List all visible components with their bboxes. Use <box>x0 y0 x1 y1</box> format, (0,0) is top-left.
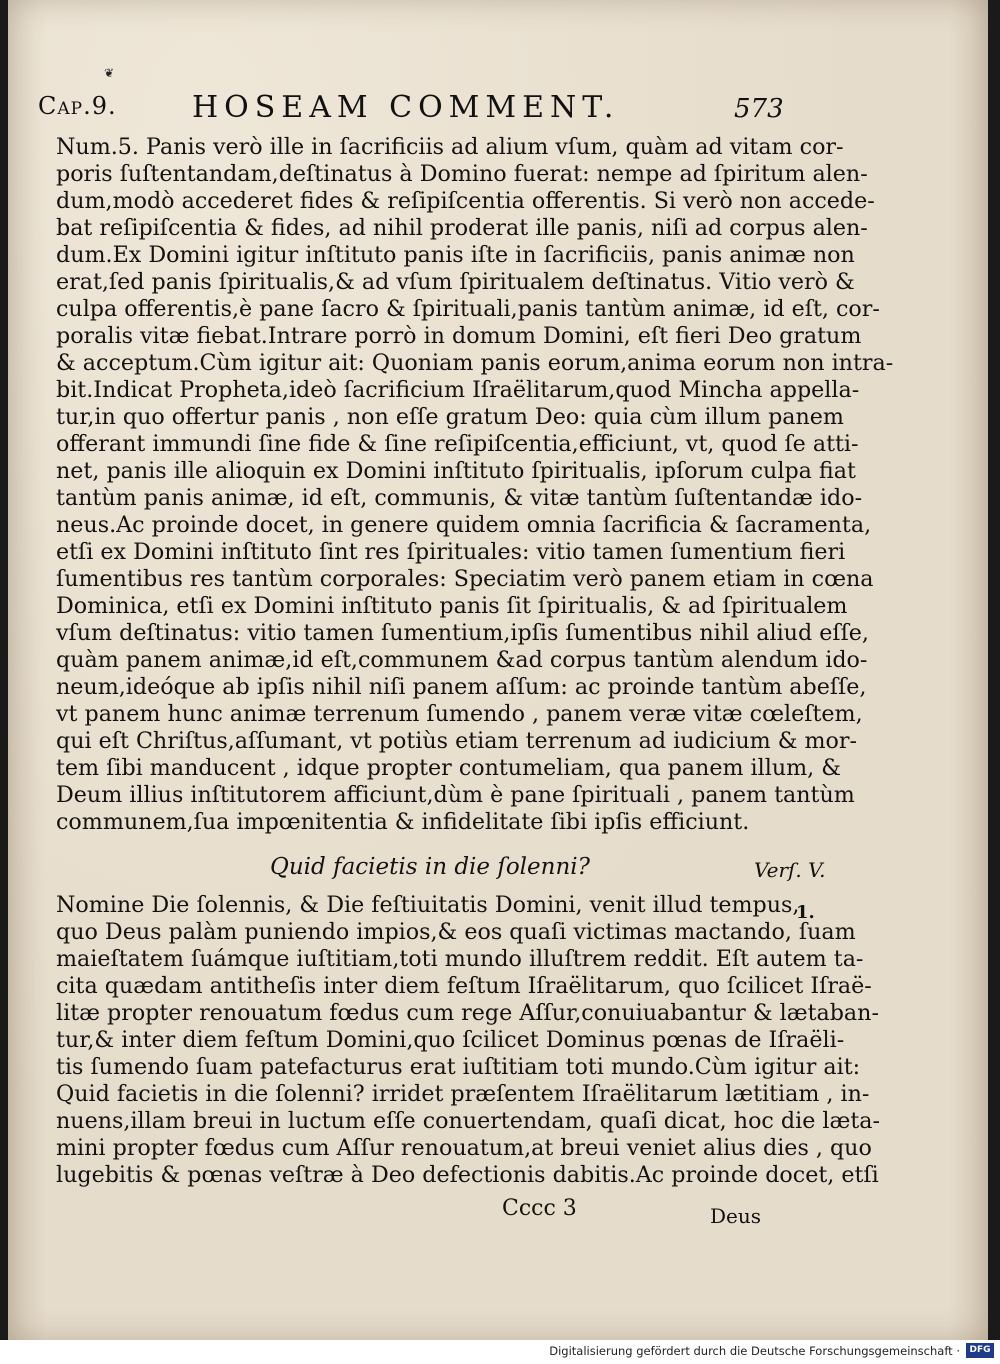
text-line: Nomine Die ſolennis, & Die feſtiuitatis Domini, venit illud tempus, <box>56 892 800 918</box>
text-line: Num.5. Panis verò ille in ſacrificiis ad alium vſum, quàm ad vitam cor- <box>56 134 844 160</box>
text-line: tur,in quo offertur panis , non eſſe gratum Deo: quia cùm illum panem <box>56 404 844 430</box>
digitization-footer <box>0 1340 1000 1364</box>
section-heading: Quid facietis in die ſolenni? <box>270 854 590 880</box>
text-line: poris ſuſtentandam,deſtinatus à Domino fuerat: nempe ad ſpiritum alen- <box>56 161 868 187</box>
text-line: neum,ideóque ab ipſis nihil niſi panem aſſum: ac proinde tantùm abeſſe, <box>56 674 867 700</box>
text-line: bat reſipiſcentia & fides, ad nihil proderat ille panis, niſi ad corpus alen- <box>56 215 868 241</box>
page-number: 573 <box>734 94 784 124</box>
text-line: quo Deus palàm puniendo impios,& eos quaſi victimas mactando, ſuam <box>56 919 856 945</box>
text-line: erat,ſed panis ſpiritualis,& ad vſum ſpiritualem deſtinatus. Vitio verò & <box>56 269 855 295</box>
text-line: poralis vitæ fiebat.Intrare porrò in domum Domini, eſt fieri Deo gratum <box>56 323 862 349</box>
text-line: vt panem hunc animæ terrenum ſumendo , panem veræ vitæ cœleſtem, <box>56 701 863 727</box>
text-line: lugebitis & pœnas veſtræ à Deo defectionis dabitis.Ac proinde docet, etſi <box>56 1162 879 1188</box>
text-line: maieſtatem ſuámque iuſtitiam,toti mundo illuſtrem reddit. Eſt autem ta- <box>56 946 864 972</box>
text-line: tantùm panis animæ, id eſt, communis, & vitæ tantùm ſuſtentandæ ido- <box>56 485 863 511</box>
text-line: cita quædam antitheſis inter diem feſtum Iſraëlitarum, quo ſcilicet Iſraë- <box>56 973 872 999</box>
text-line: tis ſumendo ſuam patefacturus erat iuſtitiam toti mundo.Cùm igitur ait: <box>56 1054 861 1080</box>
text-line: Deum illius inſtitutorem afficiunt,dùm è pane ſpirituali , panem tantùm <box>56 782 855 808</box>
catchword: Deus <box>710 1204 762 1228</box>
text-line: etſi ex Domini inſtituto ſint res ſpirituales: vitio tamen ſumentium fieri <box>56 539 846 565</box>
text-line: net, panis ille alioquin ex Domini inſtituto ſpiritualis, ipſorum culpa fiat <box>56 458 856 484</box>
text-line: nuens,illam breui in luctum eſſe conuertendam, quaſi dicat, hoc die læta- <box>56 1108 880 1134</box>
text-line: communem,ſua impœnitentia & infidelitate ſibi ipſis efficiunt. <box>56 809 750 835</box>
text-line: & acceptum.Cùm igitur ait: Quoniam panis eorum,anima eorum non intra- <box>56 350 894 376</box>
text-line: ſumentibus res tantùm corporales: Speciatim verò panem etiam in cœna <box>56 566 874 592</box>
running-title: HOSEAM COMMENT. <box>192 90 620 125</box>
text-line: tem ſibi manducent , idque propter contumeliam, qua panem illum, & <box>56 755 842 781</box>
text-line: litæ propter renouatum fœdus cum rege Aſſur,conuiuabantur & lætaban- <box>56 1000 879 1026</box>
text-line: bit.Indicat Propheta,ideò ſacrificium Iſraëlitarum,quod Mincha appella- <box>56 377 860 403</box>
text-line: Quid facietis in die ſolenni? irridet præſentem Iſraëlitarum lætitiam , in- <box>56 1081 870 1107</box>
text-line: dum,modò accederet fides & reſipiſcentia offerentis. Si verò non accede- <box>56 188 875 214</box>
text-line: qui eſt Chriſtus,aſſumant, vt potiùs etiam terrenum ad iudicium & mor- <box>56 728 858 754</box>
text-line: tur,& inter diem feſtum Domini,quo ſcilicet Dominus pœnas de Iſraëli- <box>56 1027 845 1053</box>
text-line: offerant immundi ſine fide & ſine reſipiſcentia,efficiunt, vt, quod ſe atti- <box>56 431 859 457</box>
digitization-note: Digitalisierung gefördert durch die Deutsche Forschungsgemeinschaft · <box>549 1344 960 1358</box>
text-line: mini propter fœdus cum Aſſur renouatum,at breui veniet alius dies , quo <box>56 1135 872 1161</box>
commentary-text-continued <box>56 892 880 1189</box>
book-page <box>8 0 988 1340</box>
running-head <box>38 90 784 125</box>
text-line: quàm panem animæ,id eſt,communem &ad corpus tantùm alendum ido- <box>56 647 868 673</box>
text-line: culpa offerentis,è pane ſacro & ſpirituali,panis tantùm animæ, id eſt, cor- <box>56 296 880 322</box>
text-line: vſum deſtinatus: vitio tamen ſumentium,ipſis ſumentibus nihil aliud eſſe, <box>56 620 869 646</box>
page-mark: ❦ <box>104 66 115 80</box>
text-line: neus.Ac proinde docet, in genere quidem omnia ſacrificia & ſacramenta, <box>56 512 872 538</box>
margin-note-number: 1. <box>796 902 815 923</box>
dfg-logo: DFG <box>966 1343 994 1358</box>
commentary-text <box>56 134 894 836</box>
text-line: Dominica, etſi ex Domini inſtituto panis ſit ſpiritualis, & ad ſpiritualem <box>56 593 848 619</box>
chapter-label: Cap.9. <box>38 92 117 120</box>
verse-reference: Verſ. V. <box>754 858 826 882</box>
text-line: dum.Ex Domini igitur inſtituto panis iſte in ſacrificiis, panis animæ non <box>56 242 855 268</box>
signature-mark: Cccc 3 <box>502 1196 577 1221</box>
